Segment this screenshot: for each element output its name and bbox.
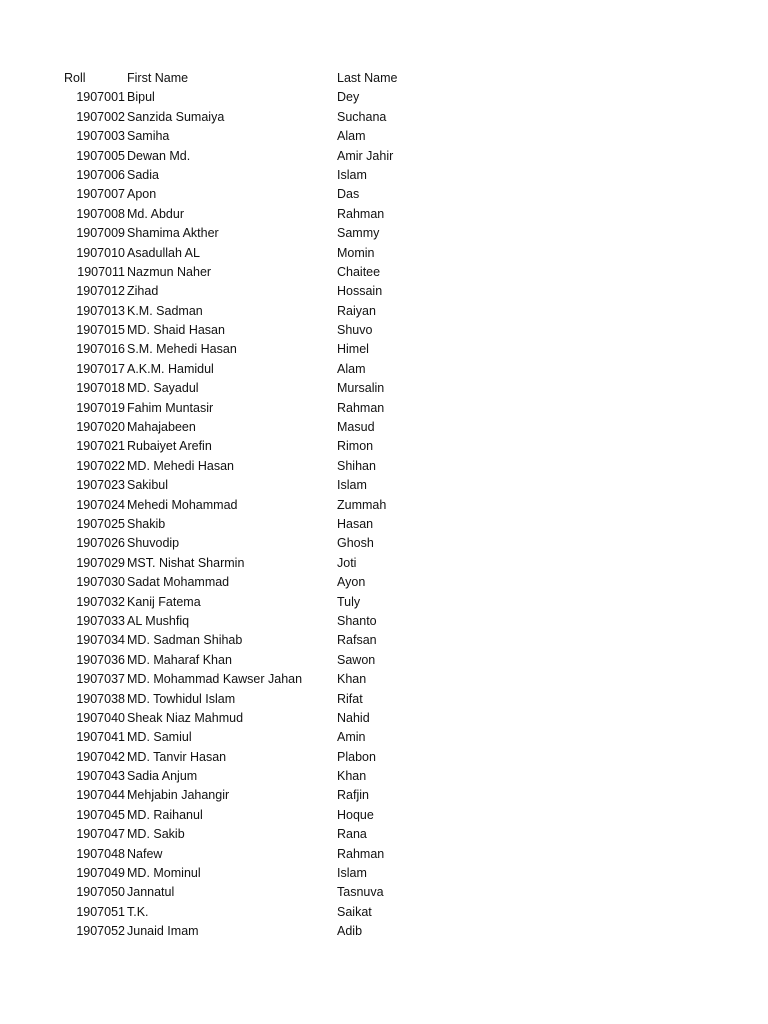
table-row xyxy=(0,437,768,456)
first-name-cell: MD. Sakib xyxy=(127,827,185,842)
roll-cell: 1907024 xyxy=(76,497,125,512)
table-row xyxy=(0,825,768,844)
roll-cell: 1907008 xyxy=(76,206,125,221)
roll-cell: 1907029 xyxy=(76,555,125,570)
table-row xyxy=(0,883,768,902)
last-name-cell: Rahman xyxy=(337,206,385,221)
table-row xyxy=(0,593,768,612)
roll-cell: 1907048 xyxy=(76,846,125,861)
table-row xyxy=(0,612,768,631)
student-table xyxy=(0,69,768,942)
last-name-cell: Masud xyxy=(337,420,375,435)
first-name-cell: MD. Sayadul xyxy=(127,381,199,396)
first-name-cell: Sheak Niaz Mahmud xyxy=(127,710,244,725)
roll-cell: 1907018 xyxy=(76,381,125,396)
first-name-cell: Fahim Muntasir xyxy=(127,400,214,415)
last-name-cell: Adib xyxy=(337,924,363,939)
last-name-cell: Khan xyxy=(337,672,367,687)
roll-cell: 1907049 xyxy=(76,866,125,881)
roll-cell: 1907026 xyxy=(76,536,125,551)
roll-cell: 1907045 xyxy=(76,807,125,822)
roll-cell: 1907007 xyxy=(76,187,125,202)
last-name-cell: Islam xyxy=(337,478,367,493)
roll-cell: 1907038 xyxy=(76,691,125,706)
roll-cell: 1907033 xyxy=(76,613,125,628)
table-row xyxy=(0,379,768,398)
first-name-cell: Shuvodip xyxy=(127,536,180,551)
roll-cell: 1907020 xyxy=(76,420,125,435)
last-name-cell: Tuly xyxy=(337,594,361,609)
table-row xyxy=(0,418,768,437)
table-row xyxy=(0,864,768,883)
table-row xyxy=(0,845,768,864)
first-name-cell: MD. Maharaf Khan xyxy=(127,652,232,667)
last-name-cell: Ayon xyxy=(337,575,366,590)
last-name-cell: Dey xyxy=(337,90,360,105)
last-name-cell: Sammy xyxy=(337,226,380,241)
roll-cell: 1907001 xyxy=(76,90,125,105)
first-name-cell: MD. Raihanul xyxy=(127,807,203,822)
first-name-cell: MD. Tanvir Hasan xyxy=(127,749,227,764)
last-name-cell: Shihan xyxy=(337,458,376,473)
first-name-cell: K.M. Sadman xyxy=(127,303,203,318)
table-row xyxy=(0,631,768,650)
roll-cell: 1907016 xyxy=(76,342,125,357)
roll-cell: 1907037 xyxy=(76,672,125,687)
last-name-cell: Shanto xyxy=(337,613,377,628)
table-row xyxy=(0,166,768,185)
table-row xyxy=(0,399,768,418)
table-row xyxy=(0,476,768,495)
first-name-cell: Sadat Mohammad xyxy=(127,575,230,590)
first-name-cell: Shamima Akther xyxy=(127,226,219,241)
last-name-cell: Rafsan xyxy=(337,633,377,648)
table-row xyxy=(0,108,768,127)
first-name-cell: T.K. xyxy=(127,904,149,919)
first-name-cell: MD. Towhidul Islam xyxy=(127,691,236,706)
roll-cell: 1907002 xyxy=(76,109,125,124)
first-name-cell: A.K.M. Hamidul xyxy=(127,361,214,376)
table-row xyxy=(0,127,768,146)
first-name-cell: Junaid Imam xyxy=(127,924,199,939)
last-name-cell: Rana xyxy=(337,827,367,842)
last-name-cell: Hasan xyxy=(337,516,374,531)
last-name-cell: Rahman xyxy=(337,400,385,415)
last-name-cell: Sawon xyxy=(337,652,376,667)
roll-cell: 1907019 xyxy=(76,400,125,415)
first-name-cell: S.M. Mehedi Hasan xyxy=(127,342,237,357)
roll-cell: 1907025 xyxy=(76,516,125,531)
roll-cell: 1907012 xyxy=(76,284,125,299)
roll-cell: 1907023 xyxy=(76,478,125,493)
roll-cell: 1907042 xyxy=(76,749,125,764)
last-name-cell: Rifat xyxy=(337,691,363,706)
table-row xyxy=(0,748,768,767)
first-name-cell: Sakibul xyxy=(127,478,168,493)
table-row xyxy=(0,903,768,922)
table-row xyxy=(0,185,768,204)
table-body xyxy=(0,88,768,941)
last-name-cell: Islam xyxy=(337,167,367,182)
roll-cell: 1907011 xyxy=(77,264,125,279)
roll-cell: 1907041 xyxy=(76,730,125,745)
last-name-cell: Zummah xyxy=(337,497,387,512)
table-row xyxy=(0,670,768,689)
table-row xyxy=(0,786,768,805)
table-row xyxy=(0,321,768,340)
roll-cell: 1907003 xyxy=(76,129,125,144)
table-row xyxy=(0,244,768,263)
first-name-cell: MD. Mehedi Hasan xyxy=(127,458,234,473)
first-name-cell: Jannatul xyxy=(127,885,175,900)
last-name-cell: Alam xyxy=(337,361,366,376)
first-name-cell: Mahajabeen xyxy=(127,420,196,435)
table-row xyxy=(0,651,768,670)
last-name-cell: Amir Jahir xyxy=(337,148,394,163)
first-name-cell: Bipul xyxy=(127,90,155,105)
first-name-cell: Mehedi Mohammad xyxy=(127,497,238,512)
table-row xyxy=(0,263,768,282)
last-name-cell: Khan xyxy=(337,769,367,784)
table-row xyxy=(0,515,768,534)
first-name-cell: Zihad xyxy=(127,284,159,299)
last-name-cell: Rimon xyxy=(337,439,374,454)
last-name-cell: Ghosh xyxy=(337,536,374,551)
roll-cell: 1907034 xyxy=(76,633,125,648)
roll-cell: 1907006 xyxy=(76,167,125,182)
table-row xyxy=(0,690,768,709)
first-name-cell: Mehjabin Jahangir xyxy=(127,788,230,803)
roll-cell: 1907005 xyxy=(76,148,125,163)
roll-cell: 1907013 xyxy=(76,303,125,318)
table-row xyxy=(0,340,768,359)
first-name-cell: Sadia xyxy=(127,167,159,182)
table-row xyxy=(0,224,768,243)
roll-cell: 1907015 xyxy=(76,323,125,338)
last-name-cell: Chaitee xyxy=(337,264,381,279)
table-row xyxy=(0,282,768,301)
last-name-cell: Amin xyxy=(337,730,366,745)
last-name-cell: Suchana xyxy=(337,109,387,124)
roll-cell: 1907050 xyxy=(76,885,125,900)
last-name-cell: Rahman xyxy=(337,846,385,861)
table-row xyxy=(0,457,768,476)
first-name-cell: Md. Abdur xyxy=(127,206,184,221)
last-name-cell: Hossain xyxy=(337,284,383,299)
roll-cell: 1907044 xyxy=(76,788,125,803)
roll-cell: 1907052 xyxy=(76,924,125,939)
header-roll: Roll xyxy=(64,71,86,85)
roll-cell: 1907047 xyxy=(76,827,125,842)
first-name-cell: Sanzida Sumaiya xyxy=(127,109,225,124)
first-name-cell: Sadia Anjum xyxy=(127,769,198,784)
table-row xyxy=(0,573,768,592)
table-row xyxy=(0,554,768,573)
first-name-cell: Nazmun Naher xyxy=(127,264,212,279)
table-row xyxy=(0,147,768,166)
last-name-cell: Alam xyxy=(337,129,366,144)
roll-cell: 1907036 xyxy=(76,652,125,667)
last-name-cell: Plabon xyxy=(337,749,376,764)
table-row xyxy=(0,728,768,747)
first-name-cell: Asadullah AL xyxy=(127,245,200,260)
table-row xyxy=(0,922,768,941)
roll-cell: 1907022 xyxy=(76,458,125,473)
first-name-cell: MD. Shaid Hasan xyxy=(127,323,225,338)
first-name-cell: Kanij Fatema xyxy=(127,594,201,609)
first-name-cell: MD. Sadman Shihab xyxy=(127,633,243,648)
first-name-cell: Dewan Md. xyxy=(127,148,191,163)
roll-cell: 1907009 xyxy=(76,226,125,241)
first-name-cell: Rubaiyet Arefin xyxy=(127,439,212,454)
table-row xyxy=(0,767,768,786)
last-name-cell: Nahid xyxy=(337,710,370,725)
roll-cell: 1907021 xyxy=(76,439,125,454)
table-row xyxy=(0,496,768,515)
last-name-cell: Tasnuva xyxy=(337,885,384,900)
last-name-cell: Islam xyxy=(337,866,367,881)
first-name-cell: Nafew xyxy=(127,846,163,861)
last-name-cell: Shuvo xyxy=(337,323,373,338)
first-name-cell: Samiha xyxy=(127,129,170,144)
roll-cell: 1907017 xyxy=(76,361,125,376)
last-name-cell: Momin xyxy=(337,245,375,260)
last-name-cell: Himel xyxy=(337,342,369,357)
first-name-cell: MD. Mominul xyxy=(127,866,201,881)
last-name-cell: Saikat xyxy=(337,904,372,919)
table-row xyxy=(0,302,768,321)
roll-cell: 1907032 xyxy=(76,594,125,609)
roll-cell: 1907051 xyxy=(76,904,125,919)
table-header-row xyxy=(0,69,768,88)
first-name-cell: MD. Samiul xyxy=(127,730,192,745)
last-name-cell: Hoque xyxy=(337,807,374,822)
first-name-cell: Shakib xyxy=(127,516,166,531)
header-last-name: Last Name xyxy=(337,71,398,85)
table-row xyxy=(0,205,768,224)
first-name-cell: Apon xyxy=(127,187,157,202)
table-row xyxy=(0,806,768,825)
last-name-cell: Raiyan xyxy=(337,303,376,318)
roll-cell: 1907040 xyxy=(76,710,125,725)
table-row xyxy=(0,709,768,728)
last-name-cell: Rafjin xyxy=(337,788,369,803)
roll-cell: 1907030 xyxy=(76,575,125,590)
first-name-cell: AL Mushfiq xyxy=(127,613,190,628)
roll-cell: 1907010 xyxy=(76,245,125,260)
table-row xyxy=(0,534,768,553)
roll-cell: 1907043 xyxy=(76,769,125,784)
last-name-cell: Mursalin xyxy=(337,381,385,396)
first-name-cell: MST. Nishat Sharmin xyxy=(127,555,245,570)
table-row xyxy=(0,360,768,379)
last-name-cell: Das xyxy=(337,187,360,202)
last-name-cell: Joti xyxy=(337,555,357,570)
table-row xyxy=(0,88,768,107)
header-first-name: First Name xyxy=(127,71,189,85)
first-name-cell: MD. Mohammad Kawser Jahan xyxy=(127,672,303,687)
